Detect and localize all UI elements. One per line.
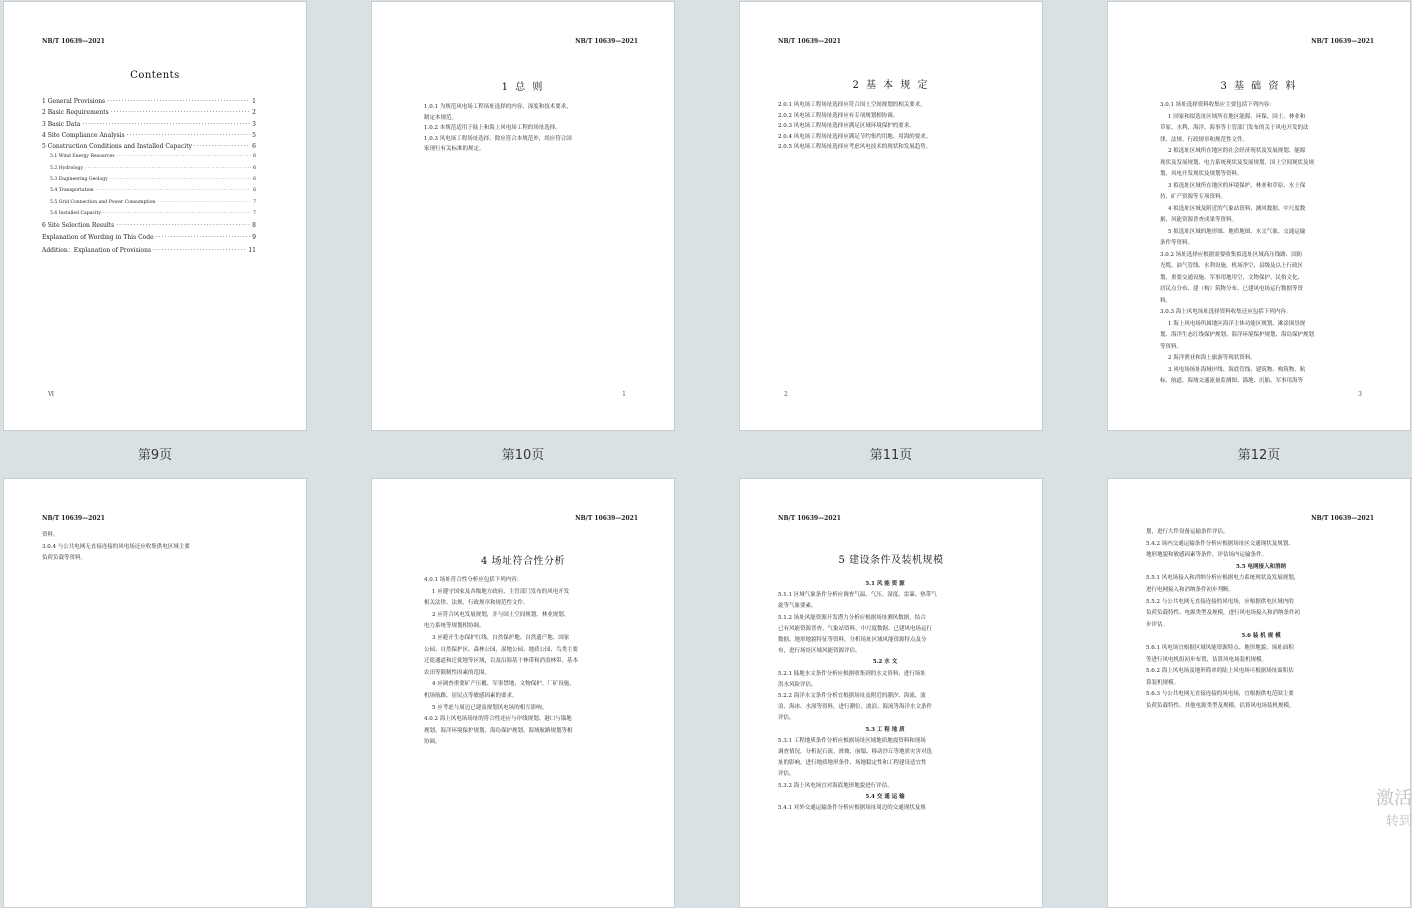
watermark-line-2: 转到 bbox=[1385, 814, 1412, 829]
body-line: 进行电网接入和消纳条件初步判断。 bbox=[1146, 586, 1235, 593]
page-label-11: 第11页 bbox=[869, 448, 913, 463]
body-line: 已有风能资源普查、气象站资料、中尺度数据、已建风电场运行 bbox=[778, 625, 933, 632]
toc-entry-page: 6 bbox=[253, 165, 256, 171]
body-line: 5.3.2 海上风电场宜对海底地形地貌进行评估。 bbox=[778, 782, 893, 789]
body-line: 1.0.2 本规范适用于陆上和海上风电场工程的场址选择。 bbox=[424, 125, 561, 131]
body-line: 规划、海洋环境保护规划、海岛保护规划、海域航路规划等相 bbox=[424, 727, 573, 734]
body-line: 协调。 bbox=[424, 739, 441, 746]
document-page-16[interactable] bbox=[1107, 478, 1411, 908]
body-line: 制定本规范。 bbox=[424, 114, 458, 121]
body-line: 4 应调查重要矿产压覆、军事禁地、文物保护、厂矿设施、 bbox=[432, 681, 575, 688]
document-page-14[interactable] bbox=[371, 478, 675, 908]
page-title: 4 场址符合性分析 bbox=[480, 556, 566, 567]
toc-entry-title: 5.2 Hydrology bbox=[50, 165, 84, 171]
body-line: 农田等限制性因素的范围。 bbox=[424, 669, 491, 676]
toc-entry-title: 4 Site Compliance Analysis bbox=[42, 131, 125, 139]
section-heading: 5.2 水 文 bbox=[872, 659, 898, 666]
body-line: 4.0.1 场址符合性分析应包括下列内容： bbox=[424, 577, 523, 583]
body-line: 4.0.2 海上风电场场址的符合性还应与岸线规划、港口与锚地 bbox=[424, 716, 572, 723]
toc-entry-title: 2 Basic Requirements bbox=[42, 109, 109, 117]
body-line: 评估。 bbox=[778, 771, 795, 778]
toc-leader-dots bbox=[117, 154, 252, 159]
body-line: 5.6.2 海上风电场及地形简单的陆上风电场可根据场址面积估 bbox=[1146, 668, 1294, 675]
section-heading: 5.5 电网接入和消纳 bbox=[1236, 563, 1286, 570]
document-page-13[interactable] bbox=[3, 478, 307, 908]
body-line: 标、航道、海域交通流量监测图、锚地、沉船、军事用海等 bbox=[1160, 378, 1304, 384]
toc-entry bbox=[42, 98, 256, 109]
toc-entry-title: 5.1 Wind Energy Resources bbox=[50, 154, 115, 160]
page-label-10: 第10页 bbox=[501, 448, 545, 463]
body-line: 等资料。 bbox=[1160, 343, 1183, 350]
body-line: 电力系统等规划相协调。 bbox=[424, 623, 485, 630]
body-line: 负荷负载特性、电源类型及规模，进行风电场接入和消纳条件初 bbox=[1146, 610, 1301, 617]
toc-entry-title: Explanation of Wording in This Code bbox=[42, 233, 154, 241]
page-body bbox=[42, 530, 266, 565]
body-line: 5 应考虑与周边已建及规划风电场的相互影响。 bbox=[432, 704, 548, 711]
document-page-10[interactable] bbox=[371, 1, 675, 431]
body-line: 负荷负载等资料。 bbox=[42, 555, 87, 561]
page-number: 2 bbox=[784, 391, 788, 398]
body-line: 1.0.3 风电场工程场址选择，除应符合本规范外，尚应符合国 bbox=[424, 135, 572, 142]
body-line: 3.0.1 场址选择资料收集应主要包括下列内容： bbox=[1160, 102, 1275, 108]
document-page-12[interactable] bbox=[1107, 1, 1411, 431]
page-body bbox=[424, 102, 640, 155]
page-body bbox=[778, 579, 992, 814]
toc-entry bbox=[42, 166, 256, 177]
body-line: 现状及发展规划、电力系统现状及发展规划，国土空间现状及规 bbox=[1160, 159, 1315, 166]
body-line: 3 风电场场址海域岸线、海底管线、建筑物、构筑物、航 bbox=[1168, 366, 1306, 373]
toc-entry bbox=[42, 211, 256, 222]
toc-leader-dots bbox=[194, 143, 250, 150]
body-line: 5.2.2 海洋水文条件分析宜根据场址及附近的潮汐、海流、波 bbox=[778, 693, 926, 700]
toc-entry-page: 6 bbox=[253, 154, 256, 160]
toc-entry-page: 6 bbox=[253, 177, 256, 183]
body-line: 5.1.1 区域气象条件分析应调查气温、气压、湿度、雷暴、热带气 bbox=[778, 592, 937, 599]
page-label-9: 第9页 bbox=[137, 448, 173, 463]
body-line: 地形地貌和敏感因素等条件，评估场内运输条件。 bbox=[1146, 552, 1268, 559]
page-title: 5 建设条件及装机规模 bbox=[838, 555, 944, 566]
page-header-code: NB/T 10639—2021 bbox=[42, 515, 105, 522]
body-line: 1 国家和拟选址区域所在地区能源、环保、国土、林业和 bbox=[1168, 113, 1306, 120]
body-line: 2.0.3 风电场工程场址选择应满足区域环境保护的要求。 bbox=[778, 123, 915, 129]
page-title: 2 基 本 规 定 bbox=[852, 80, 930, 91]
body-line: 划、风电开发现状及规划等资料。 bbox=[1160, 171, 1243, 177]
body-line: 居民点分布、建（构）筑物分布、已建风电场运行数据等资 bbox=[1160, 286, 1304, 292]
body-line: 3.0.4 与公共电网无直接连接的风电场还应收集供电区域主要 bbox=[42, 543, 190, 550]
body-line: 相关法律、法规、行政规章和规范性文件。 bbox=[424, 600, 529, 607]
body-line: 1.0.1 为规范风电场工程场址选择的内容、深度和技术要求， bbox=[424, 104, 572, 110]
body-line: 负荷负载特性、其他电源类型及规模，估算风电场装机规模。 bbox=[1146, 702, 1295, 709]
toc-entry bbox=[42, 109, 256, 120]
body-line: 5.5.2 与公共电网无直接连接的风电场，应根据供电区域内的 bbox=[1146, 598, 1294, 605]
body-line: 2 海洋渔业和海上旅游等现状资料。 bbox=[1168, 355, 1256, 361]
toc-leader-dots bbox=[116, 222, 250, 229]
toc-leader-dots bbox=[103, 211, 251, 216]
body-line: 5.4.1 对外交通运输条件分析应根据场址周边的交通现状及规 bbox=[778, 805, 926, 812]
page-header-code: NB/T 10639—2021 bbox=[42, 38, 105, 45]
page-body bbox=[424, 575, 640, 749]
toc-entry bbox=[42, 200, 256, 211]
body-line: 步评估。 bbox=[1146, 621, 1169, 628]
toc-entry bbox=[42, 121, 256, 132]
section-heading: 5.4 交 通 运 输 bbox=[865, 793, 905, 800]
toc-entry bbox=[42, 177, 256, 188]
toc-entry bbox=[42, 245, 256, 256]
body-line: 评估。 bbox=[778, 715, 795, 722]
body-line: 数据、地形地貌特征等资料，分析场址区域风能资源特点及分 bbox=[778, 637, 927, 644]
toc-leader-dots bbox=[111, 109, 250, 116]
page-number: Ⅵ bbox=[48, 391, 55, 398]
body-line: 机场航路、居民点等敏感因素的要求。 bbox=[424, 692, 518, 699]
toc-leader-dots bbox=[110, 177, 251, 182]
toc-entry-page: 9 bbox=[252, 233, 256, 241]
watermark-line-1: 激活 bbox=[1376, 788, 1412, 809]
page-header-code: NB/T 10639—2021 bbox=[1311, 38, 1374, 45]
body-line: 3 拟选址区域所在地区的环境保护、林业和草原、水土保 bbox=[1168, 182, 1306, 189]
toc-entry-page: 3 bbox=[252, 120, 256, 128]
body-line: 1 海上风电场所属地区海洋主体功能区规划、滩涂围垦规 bbox=[1168, 320, 1306, 327]
body-line: 迁徙通道和迁徙地等区域，以及沿海基干林带和消浪林带、基本 bbox=[424, 658, 579, 665]
toc-entry bbox=[42, 188, 256, 199]
body-line: 料。 bbox=[1160, 297, 1172, 304]
toc-leader-dots bbox=[107, 98, 250, 105]
page-title: 1 总 则 bbox=[501, 82, 545, 93]
toc-entry-title: 5.5 Grid Connection and Power Consumption bbox=[50, 199, 156, 205]
toc-entry-page: 6 bbox=[253, 188, 256, 194]
toc-entry-page: 11 bbox=[248, 246, 256, 254]
toc-entry-title: 5.6 Installed Capacity bbox=[50, 210, 101, 216]
body-line: 2.0.4 风电场工程场址选择应满足节约集约用地、用海的要求。 bbox=[778, 133, 932, 140]
body-line: 布，进行场址区域风能资源评估。 bbox=[778, 648, 861, 655]
body-line: 律、法规、行政规章和规范性文件。 bbox=[1160, 136, 1249, 143]
toc-entry-page: 7 bbox=[253, 210, 256, 216]
body-line: 5.6.1 风电场宜根据区域风能资源特点、地形地貌、场址面积 bbox=[1146, 644, 1294, 651]
page-header-code: NB/T 10639—2021 bbox=[575, 515, 638, 522]
table-of-contents bbox=[42, 98, 256, 256]
body-line: 家现行有关标准的规定。 bbox=[424, 146, 485, 152]
toc-entry bbox=[42, 132, 256, 143]
body-line: 2 应符合风电发展规划，并与国土空间规划、林业规划、 bbox=[432, 611, 570, 618]
body-line: 1 应遵守国家及各级地方政府、主管部门发布的风电开发 bbox=[432, 588, 570, 595]
section-heading: 5.6 装 机 规 模 bbox=[1241, 633, 1281, 640]
toc-entry bbox=[42, 222, 256, 233]
body-line: 4 拟选址区域及附近的气象站资料、测风数据、中尺度数 bbox=[1168, 205, 1306, 212]
body-line: 洪水风险评估。 bbox=[778, 681, 817, 688]
activation-watermark bbox=[1376, 784, 1412, 829]
page-label-12: 第12页 bbox=[1237, 448, 1281, 463]
toc-leader-dots bbox=[153, 247, 246, 254]
toc-leader-dots bbox=[156, 234, 251, 241]
body-line: 址的影响，进行地质地形条件、场地稳定性和工程建设适宜性 bbox=[778, 760, 927, 767]
toc-entry-title: 6 Site Selection Results bbox=[42, 222, 115, 230]
body-line: 持、矿产资源等专项资料。 bbox=[1160, 194, 1227, 200]
toc-entry-title: 5 Construction Conditions and Installed Capacity bbox=[42, 143, 193, 151]
toc-entry bbox=[42, 234, 256, 245]
body-line: 划、海洋生态红线保护规划、海洋环境保护规划、海岛保护规划 bbox=[1160, 332, 1315, 338]
body-line: 2 拟选址区域所在地区的社会经济现状及发展规划、能源 bbox=[1168, 148, 1306, 154]
toc-entry-title: 1 General Provisions bbox=[42, 98, 106, 105]
toc-leader-dots bbox=[157, 200, 251, 205]
body-line: 5.5.1 风电场接入和消纳分析应根据电力系统现状及发展规划， bbox=[1146, 575, 1300, 582]
body-line: 划、重要交通设施、军事用地用空、文物保护、民俗文化、 bbox=[1160, 274, 1304, 281]
body-line: 3.0.3 海上风电场址选择资料收集还应包括下列内容： bbox=[1160, 309, 1292, 315]
section-heading: 5.3 工 程 地 质 bbox=[865, 726, 905, 733]
body-line: 5.3.1 工程地质条件分析应根据场址区域地质地震资料和现场 bbox=[778, 737, 926, 744]
page-number: 3 bbox=[1358, 391, 1362, 398]
toc-leader-dots bbox=[82, 121, 250, 128]
body-line: 2.0.2 风电场工程场址选择应有专项规划相协调。 bbox=[778, 112, 899, 119]
body-line: 公园、自然保护区、森林公园、湿地公园、地质公园、鸟类主要 bbox=[424, 646, 579, 653]
toc-entry-page: 6 bbox=[252, 143, 256, 151]
page-body bbox=[1146, 527, 1376, 713]
body-line: 5.1.2 场址风能资源开发潜力分析应根据场址测风数据，结合 bbox=[778, 614, 926, 621]
body-line: 5.4.2 场内交通运输条件分析应根据场址区交通现状及规划、 bbox=[1146, 540, 1294, 547]
document-page-11[interactable] bbox=[739, 1, 1043, 431]
section-heading: 5.1 风 能 资 源 bbox=[865, 581, 905, 587]
document-page-15[interactable] bbox=[739, 478, 1043, 908]
page-header-code: NB/T 10639—2021 bbox=[778, 515, 841, 522]
toc-entry-title: 5.3 Engineering Geology bbox=[50, 177, 108, 183]
body-line: 资料。 bbox=[42, 532, 59, 538]
body-line: 光缆、油气管线、水利设施、机场净空、县级及以上行政区 bbox=[1160, 263, 1304, 269]
toc-leader-dots bbox=[127, 132, 251, 139]
body-line: 3.0.2 场址选择应根据需要收集拟选址区域高压线路、国防 bbox=[1160, 251, 1303, 258]
toc-entry-page: 1 bbox=[252, 98, 256, 105]
toc-entry-title: Addition：Explanation of Provisions bbox=[42, 246, 152, 254]
body-line: 条件等资料。 bbox=[1160, 240, 1194, 246]
toc-entry-title: 3 Basic Data bbox=[42, 120, 81, 128]
body-line: 草原、水利、海洋、海事等主管部门发布的关于风电开发的法 bbox=[1160, 125, 1309, 131]
page-body bbox=[778, 100, 1012, 153]
body-line: 2.0.5 风电场工程场址选择应考虑风电技术的现状和发展趋势。 bbox=[778, 144, 932, 150]
body-line: 浪、海冰、水深等资料，进行潮位、波浪、海流等海洋水文条件 bbox=[778, 704, 933, 711]
toc-entry-title: 5.4 Transportation bbox=[50, 188, 94, 194]
body-line: 等进行风电机组初步布置，估算风电场装机规模。 bbox=[1146, 656, 1268, 663]
body-line: 据、风能资源普查成果等资料。 bbox=[1160, 217, 1238, 223]
page-title: 3 基 础 资 料 bbox=[1220, 81, 1298, 92]
toc-entry-page: 5 bbox=[252, 131, 256, 139]
toc-entry bbox=[42, 154, 256, 165]
page-header-code: NB/T 10639—2021 bbox=[1311, 515, 1374, 522]
toc-entry-page: 7 bbox=[253, 199, 256, 205]
body-line: 调查情况，分析泥石流、滑坡、崩塌、移动沙丘等地质灾害对选 bbox=[778, 749, 933, 756]
page-body bbox=[1160, 100, 1376, 388]
document-page-9[interactable] bbox=[3, 1, 307, 431]
body-line: 5.2.1 陆地水文条件分析应根据收集到的水文资料，进行场址 bbox=[778, 670, 926, 677]
body-line: 5.6.3 与公共电网无直接连接的风电场，宜根据供电范围主要 bbox=[1146, 691, 1294, 698]
toc-entry-page: 2 bbox=[252, 109, 256, 117]
body-line: 3 应避开生态保护红线、自然保护地、自然遗产地、国家 bbox=[432, 634, 570, 641]
body-line: 旋等气象要素。 bbox=[778, 603, 817, 610]
toc-entry-page: 8 bbox=[252, 222, 256, 230]
toc-entry bbox=[42, 143, 256, 154]
page-header-code: NB/T 10639—2021 bbox=[575, 38, 638, 45]
body-line: 划，进行大件设备运输条件评估。 bbox=[1146, 529, 1229, 535]
page-number: 1 bbox=[622, 391, 626, 398]
page-title: Contents bbox=[130, 70, 180, 81]
body-line: 2.0.1 风电场工程场址选择应符合国土空间规划的相关要求。 bbox=[778, 102, 926, 108]
body-line: 5 拟选址区域的地形图、地质地图、水文气象、交通运输 bbox=[1168, 228, 1306, 235]
body-line: 算装机规模。 bbox=[1146, 679, 1180, 686]
page-header-code: NB/T 10639—2021 bbox=[778, 38, 841, 45]
toc-leader-dots bbox=[85, 166, 251, 171]
toc-leader-dots bbox=[96, 188, 251, 193]
